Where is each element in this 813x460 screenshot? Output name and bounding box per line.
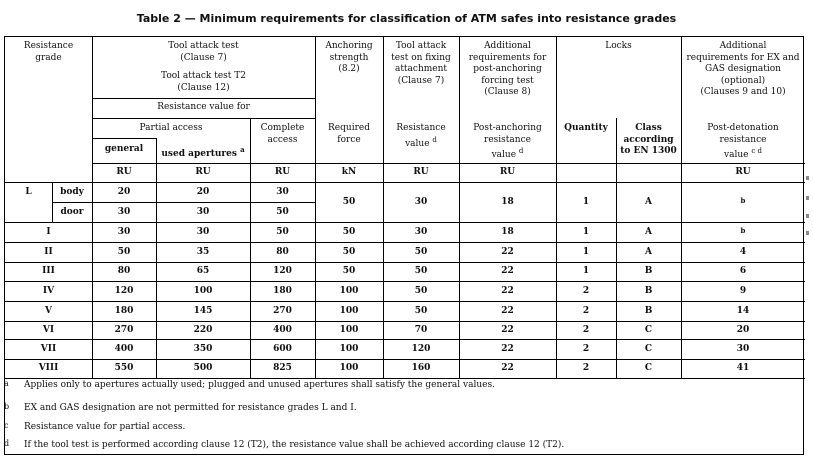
table-cell: 50 (276, 226, 289, 237)
table-cell: 2 (582, 363, 590, 373)
unit-cell: RU (274, 167, 291, 177)
scan-mark (806, 231, 809, 235)
header-partial-access: Partial access (139, 123, 203, 133)
table-cell: 20 (117, 187, 131, 197)
table-cell: 100 (339, 324, 359, 335)
unit-cell: RU (116, 167, 132, 177)
table-cell: 2 (582, 343, 590, 354)
table-cell: B (644, 305, 653, 316)
table-cell: A (645, 226, 652, 237)
grade-label: IV (42, 285, 55, 296)
table-title: Table 2 — Minimum requirements for classification of ATM safes into resistance grades (136, 12, 677, 25)
table-cell: 30 (276, 187, 289, 197)
table-cell: 41 (736, 363, 750, 373)
grade-label: II (44, 246, 53, 257)
table-cell: 30 (414, 197, 428, 207)
table-cell: 4 (739, 246, 747, 257)
header-anchoring-strength: Anchoring strength (8.2) (325, 41, 373, 74)
grade-label: VI (42, 324, 55, 335)
table-cell: 18 (501, 226, 514, 237)
table-cell: C (644, 324, 653, 335)
table-cell: 100 (339, 363, 359, 373)
table-cell: 22 (501, 305, 514, 316)
table-cell: 80 (117, 266, 131, 276)
header-required-force: Required force (328, 123, 370, 145)
table-cell: 14 (736, 305, 750, 316)
unit-cell: RU (735, 167, 751, 177)
table-cell: 80 (276, 246, 289, 257)
header-locks: Locks (605, 41, 632, 51)
table-cell: 270 (114, 324, 134, 335)
unit-cell: RU (413, 167, 429, 177)
table-cell: C (644, 363, 653, 373)
grade-label: VII (40, 343, 57, 354)
header-ex-gas: Additional requirements for EX and GAS designation (optional) (Clauses 9 and 10) (686, 41, 800, 97)
table-cell: 550 (114, 363, 134, 373)
requirements-table (4, 36, 804, 455)
table-cell: 30 (117, 226, 131, 237)
table-cell: 30 (196, 207, 210, 217)
table-cell: 120 (273, 266, 292, 276)
table-cell: 350 (193, 343, 213, 354)
header-post-anchoring-value: Post-anchoring resistance value $^d$ (473, 123, 542, 160)
header-resistance-value: Resistance value $^d$ (396, 123, 446, 149)
table-cell: 100 (339, 285, 359, 296)
table-cell: 50 (414, 285, 428, 296)
grade-label: I (46, 226, 51, 237)
table-cell: 2 (582, 285, 590, 296)
header-resistance-value-for: Resistance value for (157, 102, 250, 112)
table-cell: b (740, 196, 746, 205)
unit-cell: RU (195, 167, 211, 177)
header-fixing-attachment: Tool attack test on fixing attachment (Clause 7) (391, 41, 451, 86)
table-cell: 180 (114, 305, 134, 316)
table-cell: A (645, 197, 652, 207)
table-cell: 65 (196, 266, 210, 276)
header-post-detonation: Post-detonation resistance value $^{c d}$ (707, 123, 779, 160)
table-cell: 20 (736, 324, 750, 335)
table-cell: 145 (193, 305, 213, 316)
table-cell: 50 (342, 226, 356, 237)
table-cell: B (644, 285, 653, 296)
table-cell: 35 (196, 246, 210, 257)
row-part-label: door (60, 207, 84, 217)
table-cell: 100 (193, 285, 213, 296)
table-cell: 70 (414, 324, 428, 335)
header-complete-access: Complete access (260, 123, 305, 145)
header-quantity: Quantity (564, 123, 608, 133)
table-cell: 9 (739, 285, 747, 296)
table-cell: 160 (411, 363, 431, 373)
table-cell: 22 (501, 246, 514, 257)
table-cell: 1 (582, 266, 590, 276)
unit-cell: RU (499, 167, 516, 177)
table-cell: 30 (736, 343, 750, 354)
table-cell: 18 (501, 197, 514, 207)
grade-label: V (45, 305, 52, 316)
table-cell: 50 (276, 207, 289, 217)
table-cell: 50 (414, 266, 428, 276)
table-cell: 30 (196, 226, 210, 237)
table-cell: 180 (273, 285, 292, 296)
grade-label: VIII (38, 363, 59, 373)
table-cell: 22 (501, 343, 514, 354)
grade-label: L (25, 187, 32, 197)
table-cell: 30 (414, 226, 428, 237)
header-resistance-grade: Resistance grade (23, 41, 74, 63)
table-cell: 50 (342, 266, 356, 276)
table-cell: 22 (501, 363, 514, 373)
table-cell: 22 (501, 266, 514, 276)
table-cell: B (644, 266, 653, 276)
table-cell: 1 (582, 246, 590, 257)
table-cell: b (740, 225, 746, 235)
table-cell: 2 (582, 324, 590, 335)
table-cell: 825 (273, 363, 292, 373)
grade-label: III (42, 266, 55, 276)
table-cell: 22 (501, 285, 514, 296)
table-cell: 500 (193, 363, 213, 373)
table-cell: 400 (114, 343, 134, 354)
table-cell: 100 (339, 305, 359, 316)
table-cell: 1 (582, 197, 590, 207)
row-part-label: body (60, 187, 84, 197)
header-post-anchoring: Additional requirements for post-anchoring forcing test (Clause 8) (468, 41, 547, 97)
table-cell: 1 (582, 226, 590, 237)
table-cell: 600 (273, 343, 292, 354)
table-cell: 50 (342, 197, 356, 207)
table-cell: 6 (739, 266, 747, 276)
scan-mark (806, 196, 809, 200)
table-cell: 100 (339, 343, 359, 354)
table-cell: 270 (273, 305, 292, 316)
scan-mark (806, 176, 809, 180)
header-general: general (104, 144, 144, 154)
table-cell: A (645, 246, 652, 257)
table-cell: 20 (196, 187, 210, 197)
table-cell: 2 (582, 305, 590, 316)
table-cell: 400 (273, 324, 292, 335)
table-cell: 220 (193, 324, 213, 335)
header-used-apertures: used apertures $^a$ (161, 145, 245, 159)
table-cell: 50 (414, 305, 428, 316)
table-cell: 50 (117, 246, 131, 257)
header-class-en1300: Class according to EN 1300 (620, 123, 677, 156)
table-cell: 50 (414, 246, 428, 257)
scan-mark (806, 214, 809, 218)
table-cell: 50 (342, 246, 356, 257)
table-cell: 120 (114, 285, 134, 296)
table-cell: 120 (411, 343, 431, 354)
table-cell: 22 (501, 324, 514, 335)
table-cell: 30 (117, 207, 131, 217)
table-cell: C (644, 343, 653, 354)
unit-cell: kN (341, 167, 357, 177)
header-tool-attack: Tool attack test (Clause 7) Tool attack test T2 (Clause 12) (161, 41, 246, 93)
